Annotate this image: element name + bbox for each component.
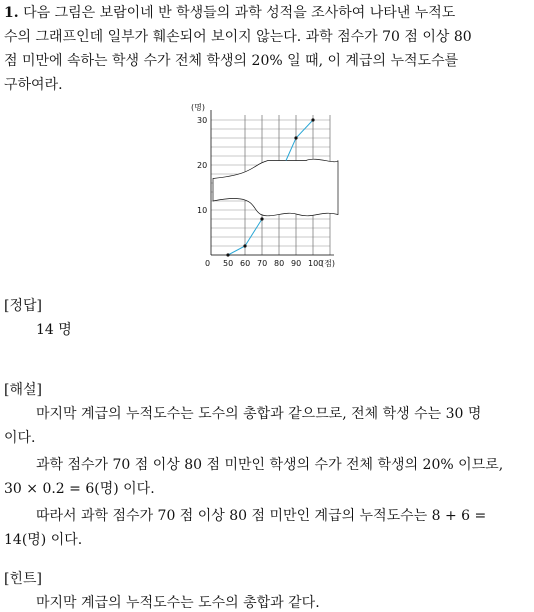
x-axis-label: (점) (321, 259, 335, 268)
hint-text: 마지막 계급의 누적도수는 도수의 총합과 같다. (36, 595, 320, 611)
data-point-90 (294, 136, 297, 139)
x-tick-60: 60 (240, 259, 251, 268)
x-tick-50: 50 (223, 259, 234, 268)
answer-label: [정답] (4, 298, 42, 314)
problem-number: 1. (4, 5, 19, 21)
explanation-p2b: 30 × 0.2 = 6(명) 이다. (4, 481, 155, 497)
x-tick-70: 70 (257, 259, 268, 268)
problem-text-1: 다음 그림은 보람이네 반 학생들의 과학 성적을 조사하여 나타낸 누적도 (23, 5, 456, 21)
data-point-100 (311, 118, 314, 121)
x-tick-90: 90 (291, 259, 302, 268)
explanation-p1a: 마지막 계급의 누적도수는 도수의 총합과 같으므로, 전체 학생 수는 30 명 (36, 406, 482, 422)
y-tick-10: 10 (197, 206, 208, 215)
explanation-p3b: 14(명) 이다. (4, 532, 83, 548)
explanation-p2a: 과학 점수가 70 점 이상 80 점 미만인 학생의 수가 전체 학생의 20% 이므로, (36, 457, 504, 473)
y-axis-label: (명) (191, 103, 205, 112)
problem-line-3: 점 미만에 속하는 학생 수가 전체 학생의 20% 일 때, 이 계급의 누적도수를 (4, 53, 459, 69)
explanation-p1b: 이다. (4, 430, 36, 446)
series-line-upper (286, 120, 313, 161)
cumulative-frequency-graph (186, 100, 356, 270)
problem-line-4: 구하여라. (4, 77, 63, 93)
x-tick-0: 0 (205, 259, 211, 268)
explanation-p3a: 따라서 과학 점수가 70 점 이상 80 점 미만인 계급의 누적도수는 8 + 6 = (36, 508, 487, 524)
problem-line-1 (4, 4, 455, 22)
y-tick-20: 20 (197, 161, 208, 170)
explanation-label: [해설] (4, 382, 42, 398)
data-point-60 (243, 244, 246, 247)
damaged-area (213, 159, 338, 216)
y-tick-30: 30 (197, 116, 208, 125)
torn-paper (213, 159, 338, 216)
hint-label: [힌트] (4, 571, 42, 587)
x-tick-100: 100 (308, 259, 324, 268)
data-point-70 (260, 217, 263, 220)
data-point-50 (226, 253, 229, 256)
answer-text: 14 명 (36, 322, 72, 338)
problem-line-2: 수의 그래프인데 일부가 훼손되어 보이지 않는다. 과학 점수가 70 점 이상 80 (4, 29, 472, 45)
x-tick-80: 80 (274, 259, 285, 268)
